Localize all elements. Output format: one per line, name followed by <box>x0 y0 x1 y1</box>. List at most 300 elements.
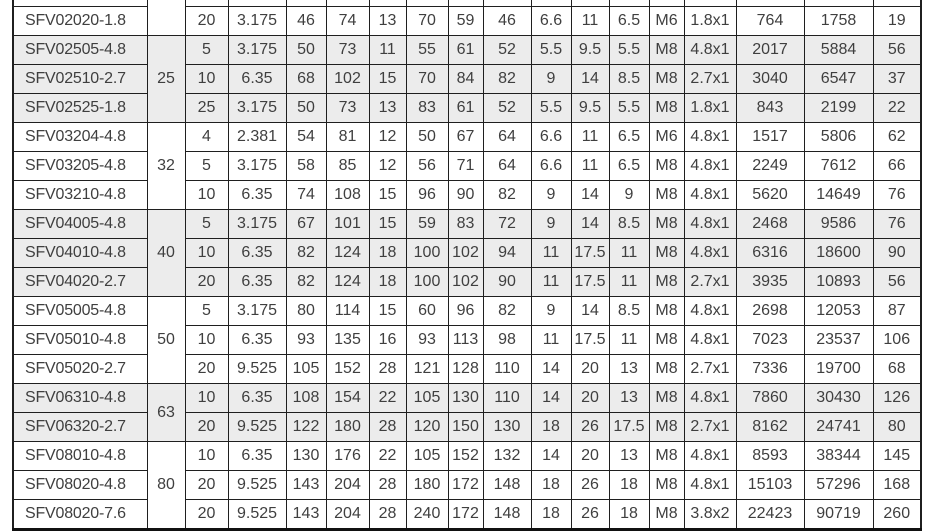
cell: 7860 <box>736 384 804 413</box>
cell: 172 <box>448 500 483 530</box>
cell: 108 <box>326 181 369 210</box>
cell: 3.175 <box>228 210 286 239</box>
cell: 9 <box>609 181 649 210</box>
cell: 67 <box>286 210 326 239</box>
cell: 57296 <box>804 471 873 500</box>
cell: 81 <box>326 123 369 152</box>
cell: 5 <box>185 36 228 65</box>
cell: 15 <box>369 210 406 239</box>
cell: 13 <box>609 442 649 471</box>
cell: M8 <box>649 94 684 123</box>
cell: 113 <box>448 326 483 355</box>
cell: 18 <box>609 500 649 530</box>
cell: 5806 <box>804 123 873 152</box>
cell: 18 <box>609 471 649 500</box>
cell: 5 <box>185 297 228 326</box>
cell: 5620 <box>736 181 804 210</box>
cell: 60 <box>406 297 448 326</box>
cell: 87 <box>873 297 921 326</box>
cell: 2249 <box>736 152 804 181</box>
cell: 4.8x1 <box>684 297 736 326</box>
cell: 12053 <box>804 297 873 326</box>
cell: 152 <box>326 355 369 384</box>
cell: 56 <box>873 36 921 65</box>
cell: 84 <box>448 65 483 94</box>
cell: 8593 <box>736 442 804 471</box>
cell: 6.6 <box>531 7 571 36</box>
cell: M8 <box>649 355 684 384</box>
cell: M8 <box>649 268 684 297</box>
cell: 28 <box>369 500 406 530</box>
cell: 1.8x1 <box>684 94 736 123</box>
cell: 50 <box>286 94 326 123</box>
model-cell: SFV08020-7.6 <box>13 500 147 530</box>
cell: 6.5 <box>609 152 649 181</box>
cell: 18 <box>369 239 406 268</box>
cell: 6.35 <box>228 442 286 471</box>
diameter-cell: 40 <box>147 210 185 297</box>
cell: 18600 <box>804 239 873 268</box>
cell: 110 <box>483 355 531 384</box>
cell: 30430 <box>804 384 873 413</box>
cell: 59 <box>448 7 483 36</box>
cell: 83 <box>406 94 448 123</box>
cell: 9.525 <box>228 471 286 500</box>
cell: 2.381 <box>228 123 286 152</box>
cell: 6.35 <box>228 65 286 94</box>
cell: 1517 <box>736 123 804 152</box>
cell: 13 <box>609 384 649 413</box>
cell: 26 <box>571 471 609 500</box>
table-row <box>13 210 921 239</box>
cell: 46 <box>286 7 326 36</box>
cell: 9 <box>531 181 571 210</box>
cell: 4 <box>185 123 228 152</box>
cell: 18 <box>369 268 406 297</box>
cell: 38344 <box>804 442 873 471</box>
model-cell: SFV05005-4.8 <box>13 297 147 326</box>
cell: 2017 <box>736 36 804 65</box>
cell: 172 <box>448 471 483 500</box>
cell: 154 <box>326 384 369 413</box>
cell: 82 <box>483 65 531 94</box>
diameter-cell: 50 <box>147 297 185 384</box>
cell: 18 <box>531 500 571 530</box>
cell: 28 <box>369 471 406 500</box>
cell: 4.8x1 <box>684 384 736 413</box>
cell: 4.8x1 <box>684 152 736 181</box>
cell: 68 <box>286 65 326 94</box>
cell: 13 <box>609 355 649 384</box>
cell: 37 <box>873 65 921 94</box>
cell: 6.5 <box>609 7 649 36</box>
cell: 71 <box>448 152 483 181</box>
cell: 76 <box>873 210 921 239</box>
cell: 23537 <box>804 326 873 355</box>
cell: 74 <box>326 7 369 36</box>
cell: 22 <box>873 94 921 123</box>
cell: 3.175 <box>228 152 286 181</box>
cell: 20 <box>185 500 228 530</box>
cell: 98 <box>483 326 531 355</box>
cell: 68 <box>873 355 921 384</box>
cell: 62 <box>873 123 921 152</box>
cell: 19700 <box>804 355 873 384</box>
cell: 2.7x1 <box>684 355 736 384</box>
table-row <box>13 297 921 326</box>
cell: 8162 <box>736 413 804 442</box>
cell: 20 <box>185 471 228 500</box>
cell: 1.8x1 <box>684 7 736 36</box>
cell: 14 <box>531 442 571 471</box>
cell: M8 <box>649 181 684 210</box>
diameter-cell: 25 <box>147 36 185 123</box>
cell: 13 <box>369 94 406 123</box>
cell: 59 <box>406 210 448 239</box>
cell: 204 <box>326 500 369 530</box>
cell: 5.5 <box>531 36 571 65</box>
cell: 128 <box>448 355 483 384</box>
cell: 12 <box>369 152 406 181</box>
cell: 9586 <box>804 210 873 239</box>
cell: 90719 <box>804 500 873 530</box>
cell: 64 <box>483 123 531 152</box>
model-cell: SFV04020-2.7 <box>13 268 147 297</box>
model-cell: SFV08020-4.8 <box>13 471 147 500</box>
cell: 14 <box>571 181 609 210</box>
cell: 58 <box>286 152 326 181</box>
diameter-cell: 80 <box>147 442 185 530</box>
cell: 148 <box>483 500 531 530</box>
cell: M8 <box>649 210 684 239</box>
cell: 28 <box>369 355 406 384</box>
cell: 10 <box>185 384 228 413</box>
cell: 7336 <box>736 355 804 384</box>
cell: 15103 <box>736 471 804 500</box>
model-cell: SFV03210-4.8 <box>13 181 147 210</box>
model-cell: SFV04010-4.8 <box>13 239 147 268</box>
cell: 20 <box>571 442 609 471</box>
cell: 121 <box>406 355 448 384</box>
cell: M8 <box>649 297 684 326</box>
cell: M6 <box>649 7 684 36</box>
cell: 17.5 <box>571 268 609 297</box>
cell: 73 <box>326 36 369 65</box>
cell: 11 <box>571 152 609 181</box>
cell: 260 <box>873 500 921 530</box>
cell: 3040 <box>736 65 804 94</box>
cell: 124 <box>326 239 369 268</box>
cell: 124 <box>326 268 369 297</box>
cell: 90 <box>448 181 483 210</box>
model-cell: SFV05010-4.8 <box>13 326 147 355</box>
cell: 6.6 <box>531 152 571 181</box>
cell: 10 <box>185 65 228 94</box>
cell: 64 <box>483 152 531 181</box>
cell: 18 <box>531 413 571 442</box>
cell: 93 <box>406 326 448 355</box>
cell: M6 <box>649 123 684 152</box>
cell: 46 <box>483 7 531 36</box>
cell: 3.175 <box>228 7 286 36</box>
cell: 7612 <box>804 152 873 181</box>
cell: 3.175 <box>228 36 286 65</box>
cell: 12 <box>369 123 406 152</box>
cell: 5 <box>185 152 228 181</box>
cell: 82 <box>483 297 531 326</box>
cell: 82 <box>286 268 326 297</box>
model-cell: SFV04005-4.8 <box>13 210 147 239</box>
cell: 73 <box>326 94 369 123</box>
model-cell: SFV03205-4.8 <box>13 152 147 181</box>
cell: 20 <box>571 355 609 384</box>
cell: 122 <box>286 413 326 442</box>
cell: 10893 <box>804 268 873 297</box>
cell: 10 <box>185 442 228 471</box>
cell: 67 <box>448 123 483 152</box>
cell: 56 <box>406 152 448 181</box>
table-row <box>13 442 921 471</box>
cell: 2.7x1 <box>684 413 736 442</box>
cell: 3.8x2 <box>684 500 736 530</box>
cell: 17.5 <box>571 326 609 355</box>
cell: 9.525 <box>228 355 286 384</box>
cell: 28 <box>369 413 406 442</box>
cell: 93 <box>286 326 326 355</box>
cell: 6.35 <box>228 239 286 268</box>
cell: 61 <box>448 36 483 65</box>
cell: 14 <box>571 65 609 94</box>
cell: 3.175 <box>228 94 286 123</box>
cell: 55 <box>406 36 448 65</box>
cell: 82 <box>483 181 531 210</box>
cell: 110 <box>483 384 531 413</box>
cell: 72 <box>483 210 531 239</box>
model-cell: SFV02020-1.8 <box>13 7 147 36</box>
cell: 9.525 <box>228 413 286 442</box>
cell: 6547 <box>804 65 873 94</box>
cell: M8 <box>649 36 684 65</box>
cell: 126 <box>873 384 921 413</box>
model-cell: SFV02525-1.8 <box>13 94 147 123</box>
cell: 3935 <box>736 268 804 297</box>
cell: 14 <box>571 210 609 239</box>
cell: 52 <box>483 36 531 65</box>
cell: 52 <box>483 94 531 123</box>
cell: 56 <box>873 268 921 297</box>
cell: 50 <box>406 123 448 152</box>
cell: 10 <box>185 181 228 210</box>
cell: 24741 <box>804 413 873 442</box>
cell: 204 <box>326 471 369 500</box>
cell: 11 <box>531 268 571 297</box>
cell: 108 <box>286 384 326 413</box>
cell: 11 <box>609 239 649 268</box>
cell: 6.35 <box>228 326 286 355</box>
cell: 76 <box>873 181 921 210</box>
diameter-cell: 32 <box>147 123 185 210</box>
cell: 4.8x1 <box>684 36 736 65</box>
cell: 70 <box>406 7 448 36</box>
cell: 843 <box>736 94 804 123</box>
cell: 764 <box>736 7 804 36</box>
cell: 7023 <box>736 326 804 355</box>
cell: 90 <box>873 239 921 268</box>
cell: 180 <box>406 471 448 500</box>
cell: 94 <box>483 239 531 268</box>
cell: 82 <box>286 239 326 268</box>
cell: 4.8x1 <box>684 210 736 239</box>
cell: 2199 <box>804 94 873 123</box>
spec-table-body <box>13 0 921 530</box>
cell: M8 <box>649 152 684 181</box>
cell: 20 <box>185 7 228 36</box>
cell: 102 <box>448 268 483 297</box>
cell: 6316 <box>736 239 804 268</box>
cell: 19 <box>873 7 921 36</box>
cell: 105 <box>406 384 448 413</box>
cell: 2698 <box>736 297 804 326</box>
cell: 11 <box>571 7 609 36</box>
cell: 105 <box>286 355 326 384</box>
cell: 5.5 <box>609 36 649 65</box>
cell: 13 <box>369 7 406 36</box>
cell: 8.5 <box>609 297 649 326</box>
cell: 9.5 <box>571 36 609 65</box>
cell: 4.8x1 <box>684 442 736 471</box>
cell: 120 <box>406 413 448 442</box>
cell: 50 <box>286 36 326 65</box>
cell: 143 <box>286 500 326 530</box>
cell: 14649 <box>804 181 873 210</box>
cell: 80 <box>873 413 921 442</box>
cell: 132 <box>483 442 531 471</box>
cell: 130 <box>448 384 483 413</box>
cell: 10 <box>185 239 228 268</box>
cell: 17.5 <box>571 239 609 268</box>
cell: 240 <box>406 500 448 530</box>
cell: 4.8x1 <box>684 123 736 152</box>
cell: 22 <box>369 442 406 471</box>
model-cell: SFV02505-4.8 <box>13 36 147 65</box>
cell: 15 <box>369 181 406 210</box>
cell: 11 <box>531 326 571 355</box>
spec-table <box>12 0 922 531</box>
cell: 150 <box>448 413 483 442</box>
cell: 20 <box>185 413 228 442</box>
cell: 102 <box>448 239 483 268</box>
cell: 135 <box>326 326 369 355</box>
cell: 168 <box>873 471 921 500</box>
cell: 145 <box>873 442 921 471</box>
cell: 8.5 <box>609 65 649 94</box>
cell: 14 <box>531 384 571 413</box>
cell: 2.7x1 <box>684 65 736 94</box>
cell: 9 <box>531 210 571 239</box>
cell: 8.5 <box>609 210 649 239</box>
cell: 114 <box>326 297 369 326</box>
cell: 5.5 <box>531 94 571 123</box>
cell: 4.8x1 <box>684 239 736 268</box>
cell: 6.35 <box>228 268 286 297</box>
cell: 83 <box>448 210 483 239</box>
cell: 130 <box>286 442 326 471</box>
cell: 1758 <box>804 7 873 36</box>
cell: M8 <box>649 500 684 530</box>
cell: 25 <box>185 94 228 123</box>
cell: 90 <box>483 268 531 297</box>
cell: 4.8x1 <box>684 471 736 500</box>
cell: 11 <box>609 268 649 297</box>
cell: 18 <box>531 471 571 500</box>
cell: 20 <box>185 268 228 297</box>
cell: 11 <box>369 36 406 65</box>
cell: 10 <box>185 326 228 355</box>
cell: 14 <box>531 355 571 384</box>
cell: 143 <box>286 471 326 500</box>
cell: M8 <box>649 442 684 471</box>
cell: 100 <box>406 239 448 268</box>
cell: 70 <box>406 65 448 94</box>
cell: 130 <box>483 413 531 442</box>
model-cell: SFV08010-4.8 <box>13 442 147 471</box>
cell: 3.175 <box>228 297 286 326</box>
cell: 26 <box>571 500 609 530</box>
cell: 20 <box>571 384 609 413</box>
cell: M8 <box>649 471 684 500</box>
cell: 22 <box>369 384 406 413</box>
cell: 17.5 <box>609 413 649 442</box>
cell: 5884 <box>804 36 873 65</box>
cell: 102 <box>326 65 369 94</box>
cell: 6.6 <box>531 123 571 152</box>
model-cell: SFV06320-2.7 <box>13 413 147 442</box>
diameter-cell: 63 <box>147 384 185 442</box>
cell: 14 <box>571 297 609 326</box>
table-row <box>13 123 921 152</box>
cell: 6.5 <box>609 123 649 152</box>
cell: 66 <box>873 152 921 181</box>
model-cell: SFV05020-2.7 <box>13 355 147 384</box>
cell: 100 <box>406 268 448 297</box>
cell: 26 <box>571 413 609 442</box>
model-cell: SFV02510-2.7 <box>13 65 147 94</box>
cell: 9.5 <box>571 94 609 123</box>
cell: 85 <box>326 152 369 181</box>
table-row <box>13 384 921 413</box>
cell: 96 <box>406 181 448 210</box>
cell: 54 <box>286 123 326 152</box>
cell: 11 <box>609 326 649 355</box>
cell: M8 <box>649 239 684 268</box>
cell: 105 <box>406 442 448 471</box>
cell: 152 <box>448 442 483 471</box>
cell: 148 <box>483 471 531 500</box>
cell: 4.8x1 <box>684 326 736 355</box>
cell: 2468 <box>736 210 804 239</box>
cell: 61 <box>448 94 483 123</box>
cell: 74 <box>286 181 326 210</box>
cell: M8 <box>649 384 684 413</box>
cell: 15 <box>369 65 406 94</box>
cell: 20 <box>185 355 228 384</box>
diameter-cell <box>147 0 185 36</box>
cell: 2.7x1 <box>684 268 736 297</box>
cell: 11 <box>571 123 609 152</box>
cell: 6.35 <box>228 181 286 210</box>
cell: 106 <box>873 326 921 355</box>
cell: 11 <box>531 239 571 268</box>
